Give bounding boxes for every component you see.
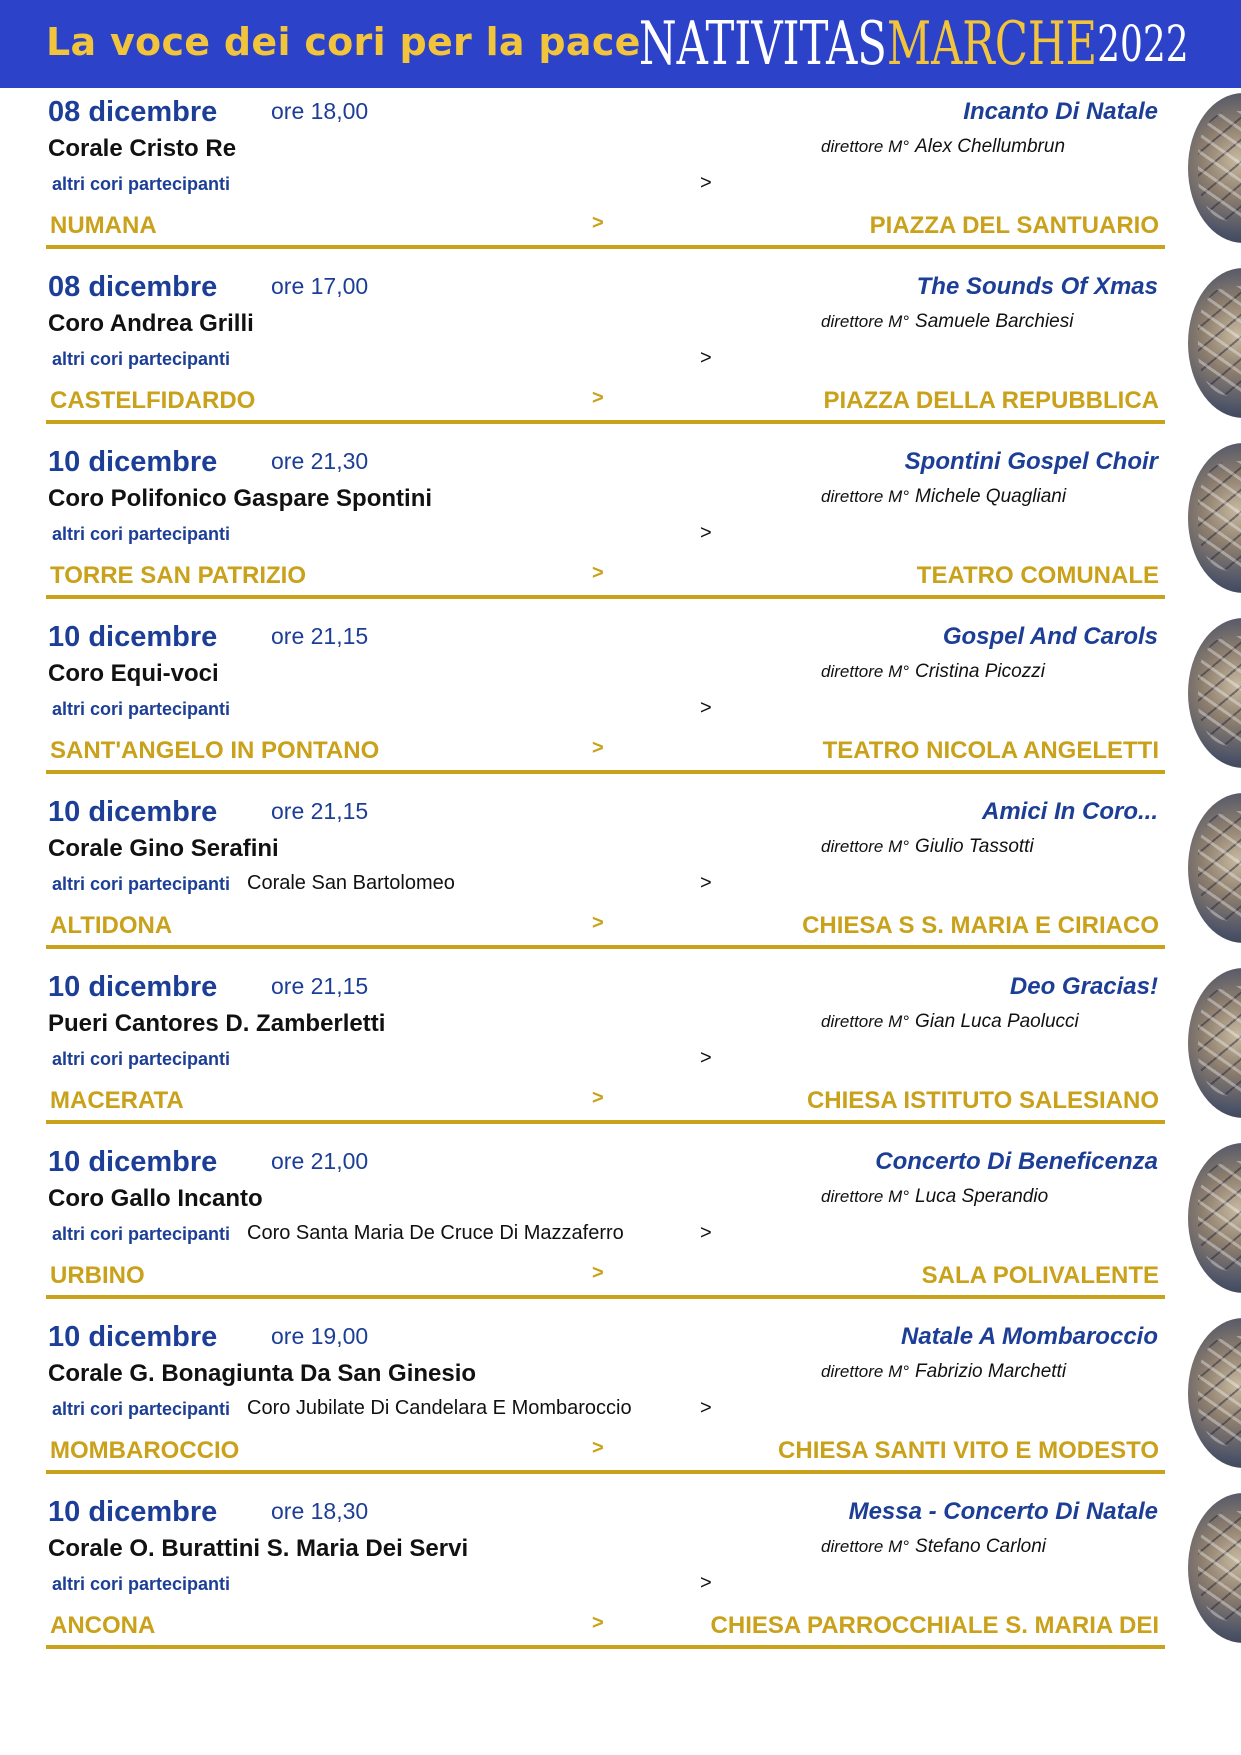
event-venue: SALA POLIVALENTE xyxy=(921,1262,1159,1289)
event-city: ANCONA xyxy=(50,1612,156,1639)
event-item xyxy=(0,1313,1241,1488)
director-name: Michele Quagliani xyxy=(915,486,1067,507)
event-date: 10 dicembre xyxy=(48,621,218,653)
event-choir: Coro Equi-voci xyxy=(48,660,219,687)
others-label: altri cori partecipanti xyxy=(52,174,231,194)
divider-rule xyxy=(46,1295,1165,1299)
stained-glass-emblem xyxy=(1188,1493,1241,1643)
event-time: ore 21,15 xyxy=(271,973,369,999)
event-director xyxy=(821,1361,1066,1383)
city-arrow: > xyxy=(592,562,604,584)
event-city: URBINO xyxy=(50,1262,145,1289)
event-time: ore 18,00 xyxy=(271,98,369,124)
divider-rule xyxy=(46,595,1165,599)
director-prefix: direttore M° xyxy=(821,487,910,506)
city-arrow: > xyxy=(592,1437,604,1459)
others-label: altri cori partecipanti xyxy=(52,1049,231,1069)
event-date: 08 dicembre xyxy=(48,271,218,303)
event-date: 10 dicembre xyxy=(48,1321,218,1353)
event-city: SANT'ANGELO IN PONTANO xyxy=(50,737,380,764)
event-venue: CHIESA S S. MARIA E CIRIACO xyxy=(802,912,1159,939)
event-venue: CHIESA ISTITUTO SALESIANO xyxy=(806,1087,1159,1114)
director-name: Luca Sperandio xyxy=(915,1186,1049,1207)
event-date: 10 dicembre xyxy=(48,1146,218,1178)
others-label: altri cori partecipanti xyxy=(52,1574,231,1594)
event-city: CASTELFIDARDO xyxy=(50,387,256,414)
director-name: Fabrizio Marchetti xyxy=(915,1361,1067,1382)
event-time: ore 21,30 xyxy=(271,448,369,474)
others-arrow: > xyxy=(700,872,712,894)
event-venue: PIAZZA DELLA REPUBBLICA xyxy=(823,387,1159,414)
event-director xyxy=(821,486,1066,508)
event-venue: CHIESA SANTI VITO E MODESTO xyxy=(778,1437,1159,1464)
event-title: Messa - Concerto Di Natale xyxy=(848,1498,1158,1525)
event-choir: Corale O. Burattini S. Maria Dei Servi xyxy=(48,1535,469,1562)
event-choir: Corale Gino Serafini xyxy=(48,835,279,862)
event-director xyxy=(821,661,1045,683)
event-title: Incanto Di Natale xyxy=(963,98,1158,125)
divider-rule xyxy=(46,420,1165,424)
others-label: altri cori partecipanti xyxy=(52,1399,231,1419)
city-arrow: > xyxy=(592,912,604,934)
stained-glass-emblem xyxy=(1188,1318,1241,1468)
event-choir: Coro Polifonico Gaspare Spontini xyxy=(48,485,433,512)
event-city: ALTIDONA xyxy=(50,912,173,939)
event-date: 10 dicembre xyxy=(48,796,218,828)
others-arrow: > xyxy=(700,1397,712,1419)
event-choir: Coro Gallo Incanto xyxy=(48,1185,263,1212)
others-label: altri cori partecipanti xyxy=(52,699,231,719)
divider-rule xyxy=(46,1470,1165,1474)
director-prefix: direttore M° xyxy=(821,312,910,331)
others-choirs: Coro Jubilate Di Candelara E Mombaroccio xyxy=(247,1397,632,1419)
brand-marche: MARCHE xyxy=(887,9,1098,79)
event-venue: TEATRO NICOLA ANGELETTI xyxy=(822,737,1159,764)
event-choir: Corale G. Bonagiunta Da San Ginesio xyxy=(48,1360,477,1387)
event-item xyxy=(0,788,1241,963)
brand-logo xyxy=(639,8,1189,80)
event-venue: PIAZZA DEL SANTUARIO xyxy=(869,212,1159,239)
event-choir: Pueri Cantores D. Zamberletti xyxy=(48,1010,386,1037)
director-prefix: direttore M° xyxy=(821,137,910,156)
header-banner xyxy=(0,0,1241,88)
event-time: ore 21,00 xyxy=(271,1148,369,1174)
stained-glass-emblem xyxy=(1188,1143,1241,1293)
director-name: Alex Chellumbrun xyxy=(915,136,1066,157)
brand-year: 2022 xyxy=(1097,15,1189,73)
others-label: altri cori partecipanti xyxy=(52,1224,231,1244)
director-prefix: direttore M° xyxy=(821,1012,910,1031)
others-arrow: > xyxy=(700,697,712,719)
others-arrow: > xyxy=(700,1222,712,1244)
director-name: Cristina Picozzi xyxy=(915,661,1045,682)
city-arrow: > xyxy=(592,387,604,409)
others-arrow: > xyxy=(700,1047,712,1069)
event-title: Deo Gracias! xyxy=(1009,973,1158,1000)
city-arrow: > xyxy=(592,1612,604,1634)
event-time: ore 18,30 xyxy=(271,1498,369,1524)
event-item xyxy=(0,263,1241,438)
event-title: Spontini Gospel Choir xyxy=(904,448,1158,475)
stained-glass-emblem xyxy=(1188,968,1241,1118)
events-list xyxy=(0,88,1241,1663)
event-date: 10 dicembre xyxy=(48,446,218,478)
director-name: Stefano Carloni xyxy=(915,1536,1047,1557)
event-time: ore 21,15 xyxy=(271,623,369,649)
others-arrow: > xyxy=(700,1572,712,1594)
director-name: Gian Luca Paolucci xyxy=(915,1011,1079,1032)
city-arrow: > xyxy=(592,1262,604,1284)
stained-glass-emblem xyxy=(1188,93,1241,243)
others-label: altri cori partecipanti xyxy=(52,349,231,369)
event-time: ore 19,00 xyxy=(271,1323,369,1349)
stained-glass-emblem xyxy=(1188,618,1241,768)
event-city: MACERATA xyxy=(50,1087,184,1114)
event-date: 10 dicembre xyxy=(48,971,218,1003)
event-director xyxy=(821,311,1073,333)
divider-rule xyxy=(46,245,1165,249)
event-choir: Corale Cristo Re xyxy=(48,135,237,162)
director-prefix: direttore M° xyxy=(821,837,910,856)
event-date: 08 dicembre xyxy=(48,96,218,128)
event-item xyxy=(0,963,1241,1138)
event-item xyxy=(0,438,1241,613)
event-title: Natale A Mombaroccio xyxy=(901,1323,1158,1350)
event-title: Concerto Di Beneficenza xyxy=(875,1148,1158,1175)
others-arrow: > xyxy=(700,172,712,194)
divider-rule xyxy=(46,1120,1165,1124)
event-city: NUMANA xyxy=(50,212,157,239)
event-item xyxy=(0,1488,1241,1663)
divider-rule xyxy=(46,770,1165,774)
event-item xyxy=(0,88,1241,263)
director-prefix: direttore M° xyxy=(821,1362,910,1381)
city-arrow: > xyxy=(592,1087,604,1109)
event-director xyxy=(821,136,1065,158)
others-label: altri cori partecipanti xyxy=(52,524,231,544)
divider-rule xyxy=(46,1645,1165,1649)
event-time: ore 21,15 xyxy=(271,798,369,824)
event-venue: CHIESA PARROCCHIALE S. MARIA DEI xyxy=(710,1612,1159,1639)
event-title: Amici In Coro... xyxy=(981,798,1158,825)
event-city: MOMBAROCCIO xyxy=(50,1437,240,1464)
event-item xyxy=(0,613,1241,788)
director-name: Giulio Tassotti xyxy=(915,836,1034,857)
stained-glass-emblem xyxy=(1188,443,1241,593)
others-arrow: > xyxy=(700,347,712,369)
director-prefix: direttore M° xyxy=(821,1537,910,1556)
event-time: ore 17,00 xyxy=(271,273,369,299)
others-choirs: Corale San Bartolomeo xyxy=(247,872,455,894)
event-director xyxy=(821,1186,1048,1208)
event-director xyxy=(821,836,1034,858)
event-item xyxy=(0,1138,1241,1313)
event-choir: Coro Andrea Grilli xyxy=(48,310,254,337)
others-arrow: > xyxy=(700,522,712,544)
brand-nativitas: NATIVITAS xyxy=(639,9,888,79)
event-director xyxy=(821,1011,1079,1033)
city-arrow: > xyxy=(592,737,604,759)
event-title: The Sounds Of Xmas xyxy=(916,273,1158,300)
city-arrow: > xyxy=(592,212,604,234)
stained-glass-emblem xyxy=(1188,793,1241,943)
event-director xyxy=(821,1536,1046,1558)
stained-glass-emblem xyxy=(1188,268,1241,418)
director-prefix: direttore M° xyxy=(821,662,910,681)
director-name: Samuele Barchiesi xyxy=(915,311,1074,332)
divider-rule xyxy=(46,945,1165,949)
others-label: altri cori partecipanti xyxy=(52,874,231,894)
others-choirs: Coro Santa Maria De Cruce Di Mazzaferro xyxy=(247,1222,624,1244)
event-venue: TEATRO COMUNALE xyxy=(916,562,1159,589)
event-city: TORRE SAN PATRIZIO xyxy=(50,562,307,589)
director-prefix: direttore M° xyxy=(821,1187,910,1206)
header-tagline: La voce dei cori per la pace xyxy=(46,20,641,64)
event-date: 10 dicembre xyxy=(48,1496,218,1528)
event-title: Gospel And Carols xyxy=(942,623,1158,650)
